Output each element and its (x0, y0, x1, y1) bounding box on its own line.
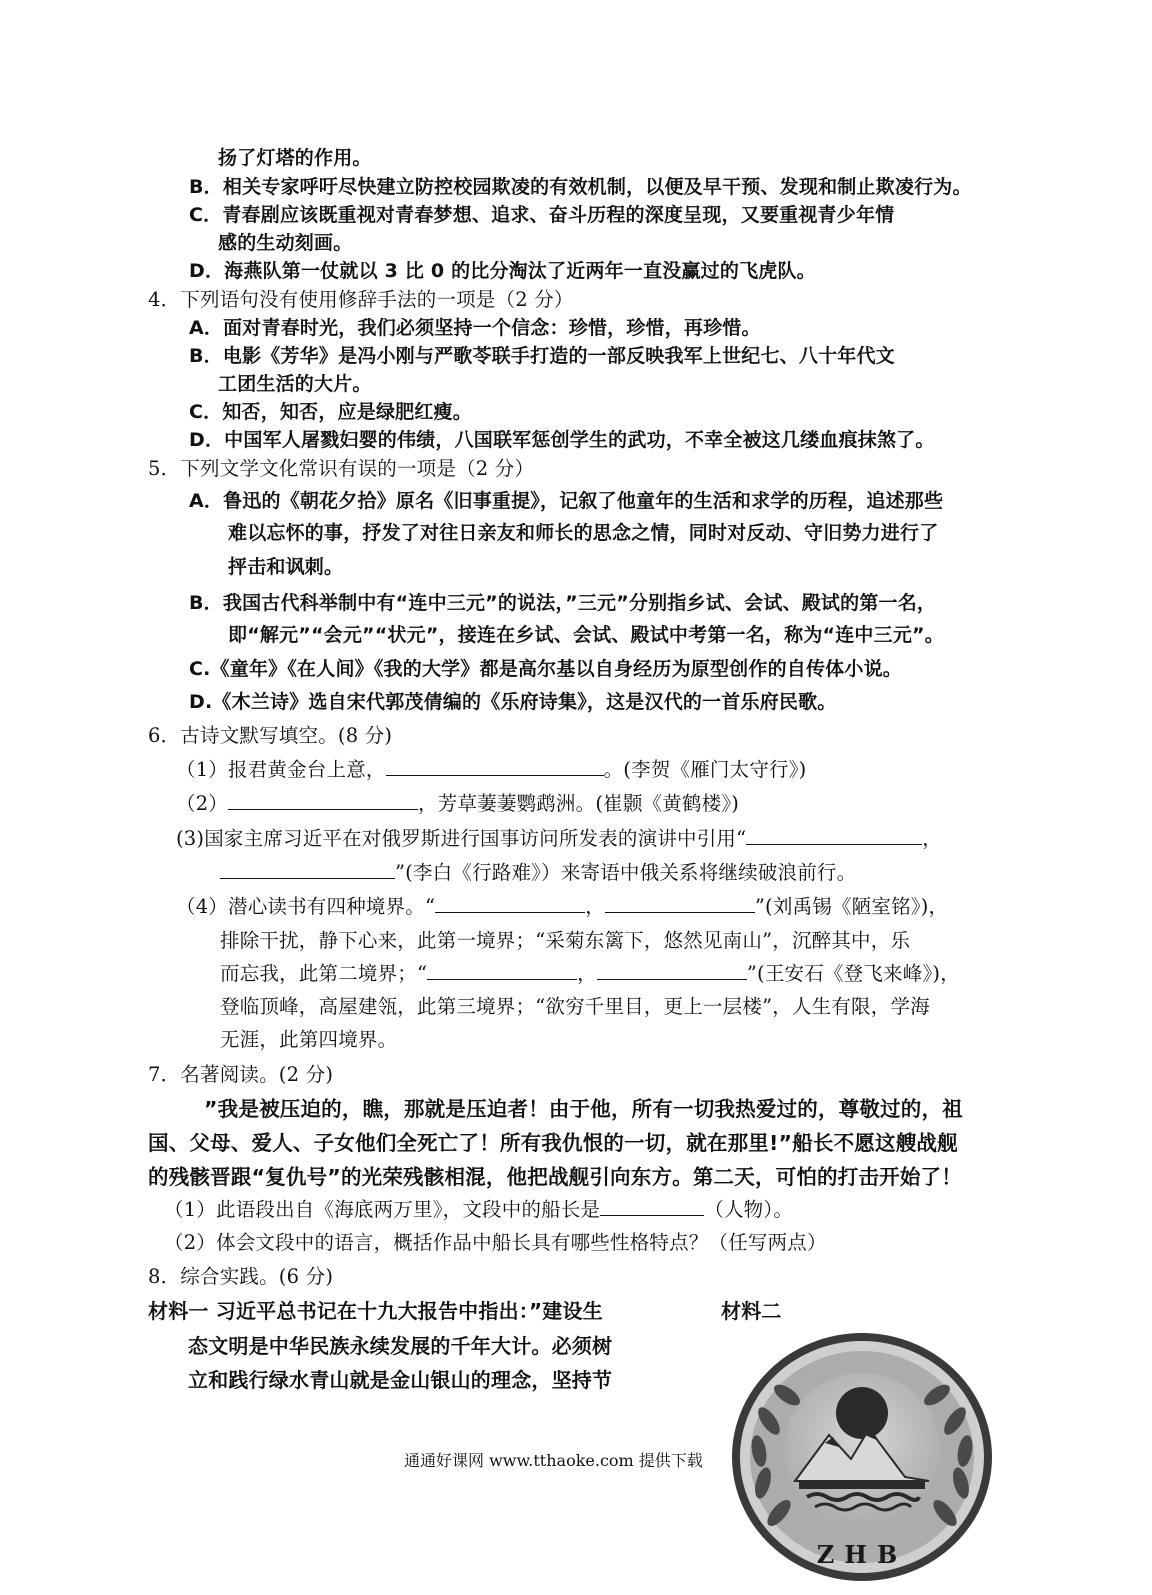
q4-option-d: D．中国军人屠戮妇婴的伟绩，八国联军惩创学生的武功，不幸全被这几缕血痕抹煞了。 (189, 429, 935, 451)
q6-item4-prefix: （4）潜心读书有四种境界。“ (176, 895, 436, 918)
q6-item3-line2 (220, 860, 856, 886)
q6-item4-comma: ， (585, 895, 605, 918)
q6-item3-prefix: (3)国家主席习近平在对俄罗斯进行国事访问所发表的演讲中引用“ (176, 827, 747, 850)
q6-item2 (176, 791, 739, 817)
q6-item2-prefix: （2） (176, 792, 229, 815)
q4-option-b-line2: 工团生活的大片。 (218, 373, 372, 395)
q4-stem: 4．下列语句没有使用修辞手法的一项是（2 分） (148, 288, 574, 311)
q6-item4-suffix: ”(刘禹锡《陋室铭》)， (754, 895, 949, 918)
q7-passage-line2: 国、父母、爱人、子女他们全死亡了！所有我仇恨的一切，就在那里!”船长不愿这艘战舰 (148, 1131, 958, 1155)
q5-option-b-line1: B．我国古代科举制中有“连中三元”的说法，”三元”分别指乡试、会试、殿试的第一名， (189, 592, 937, 614)
q6-item3-blank1[interactable] (746, 826, 922, 845)
q7-sub1-suffix: （人物）。 (704, 1198, 794, 1221)
q7-sub1-prefix: （1）此语段出自《海底两万里》，文段中的船长是 (164, 1198, 601, 1221)
q8-material2-label: 材料二 (721, 1299, 782, 1323)
q7-sub2: （2）体会文段中的语言，概括作品中船长具有哪些性格特点？（任写两点） (164, 1231, 827, 1254)
q6-item3-comma: ， (922, 827, 942, 850)
seal-lettering: ZHB (816, 1540, 908, 1569)
q6-item1 (176, 757, 806, 783)
q5-option-a-line2: 难以忘怀的事，抒发了对往日亲友和师长的思念之情，同时对反动、守旧势力进行了 (228, 522, 939, 544)
q6-item4-line3-comma: ， (577, 962, 597, 985)
q6-item4-blank4[interactable] (597, 961, 747, 980)
q7-stem: 7．名著阅读。(2 分) (148, 1063, 334, 1086)
q3-option-d: D．海燕队第一仗就以 3 比 0 的比分淘汰了近两年一直没赢过的飞虎队。 (189, 260, 816, 282)
q6-item4-line3-prefix: 而忘我，此第二境界；“ (220, 962, 428, 985)
q4-option-c: C．知否，知否，应是绿肥红瘦。 (189, 401, 472, 423)
q6-item4-blank3[interactable] (427, 961, 577, 980)
q6-item4-line5: 无涯，此第四境界。 (220, 1028, 398, 1051)
q6-item4-line1 (176, 894, 948, 920)
environmental-protection-seal (729, 1331, 995, 1586)
q6-item4-line3-suffix: ”(王安石《登飞来峰》)， (746, 962, 960, 985)
q5-option-a-line3: 抨击和讽刺。 (228, 556, 344, 578)
q6-item2-blank[interactable] (228, 791, 418, 810)
q6-item4-line3 (220, 961, 960, 987)
q7-sub1-blank[interactable] (600, 1197, 704, 1216)
q8-material1-line2: 态文明是中华民族永续发展的千年大计。必须树 (188, 1334, 613, 1358)
q5-option-b-line2: 即“解元”“会元”“状元”，接连在乡试、会试、殿试中考第一名，称为“连中三元”。 (228, 624, 944, 646)
q3-option-a-continuation: 扬了灯塔的作用。 (218, 147, 372, 169)
q5-option-c: C.《童年》《在人间》《我的大学》都是高尔基以自身经历为原型创作的自传体小说。 (189, 658, 902, 680)
q8-material1-line1: 材料一 习近平总书记在十九大报告中指出：”建设生 (148, 1299, 603, 1323)
q6-item4-line4: 登临顶峰，高屋建瓴，此第三境界；“欲穷千里目，更上一层楼”，人生有限，学海 (220, 995, 930, 1018)
q6-item1-suffix: 。(李贺《雁门太守行》) (603, 758, 807, 781)
q6-item2-suffix: ，芳草萋萋鹦鹉洲。(崔颢《黄鹤楼》) (418, 792, 740, 815)
q8-stem: 8．综合实践。(6 分) (148, 1265, 334, 1288)
q7-sub1 (164, 1197, 793, 1223)
q6-item4-line2: 排除干扰，静下心来，此第一境界；“采菊东篱下，悠然见南山”，沉醉其中，乐 (220, 929, 911, 952)
q5-stem: 5．下列文学文化常识有误的一项是（2 分） (148, 457, 535, 480)
q7-passage-line3: 的残骸晋跟“复仇号”的光荣残骸相混，他把战舰引向东方。第二天，可怕的打击开始了！ (148, 1165, 962, 1189)
footer-download-note: 通通好课网 www.tthaoke.com 提供下载 (404, 1451, 703, 1470)
q6-item3-line1 (176, 826, 942, 852)
q3-option-c-line2: 感的生动刻画。 (218, 232, 353, 254)
q5-option-d: D.《木兰诗》选自宋代郭茂倩编的《乐府诗集》，这是汉代的一首乐府民歌。 (189, 691, 837, 713)
q6-item3-blank2[interactable] (220, 860, 395, 879)
q6-item1-blank[interactable] (386, 757, 604, 776)
q6-item4-blank1[interactable] (435, 894, 585, 913)
q4-option-a: A．面对青春时光，我们必须坚持一个信念：珍惜，珍惜，再珍惜。 (189, 317, 761, 339)
q6-item1-prefix: （1）报君黄金台上意， (176, 758, 386, 781)
q3-option-c-line1: C．青春剧应该既重视对青春梦想、追求、奋斗历程的深度呈现，又要重视青少年情 (189, 204, 895, 226)
q6-item3-suffix: ”(李白《行路难》）来寄语中俄关系将继续破浪前行。 (395, 861, 857, 884)
q8-material1-line3: 立和践行绿水青山就是金山银山的理念，坚持节 (188, 1368, 613, 1392)
q5-option-a-line1: A．鲁迅的《朝花夕拾》原名《旧事重提》，记叙了他童年的生活和求学的历程，追述那些 (189, 490, 944, 512)
q7-passage-line1: ”我是被压迫的，瞧，那就是压迫者！由于他，所有一切我热爱过的，尊敬过的，祖 (204, 1097, 963, 1121)
q4-option-b-line1: B．电影《芳华》是冯小刚与严歌苓联手打造的一部反映我军上世纪七、八十年代文 (189, 345, 895, 367)
q6-stem: 6．古诗文默写填空。(8 分) (148, 724, 393, 747)
q6-item4-blank2[interactable] (605, 894, 755, 913)
q3-option-b: B．相关专家呼吁尽快建立防控校园欺凌的有效机制，以便及早干预、发现和制止欺凌行为。 (189, 176, 972, 198)
